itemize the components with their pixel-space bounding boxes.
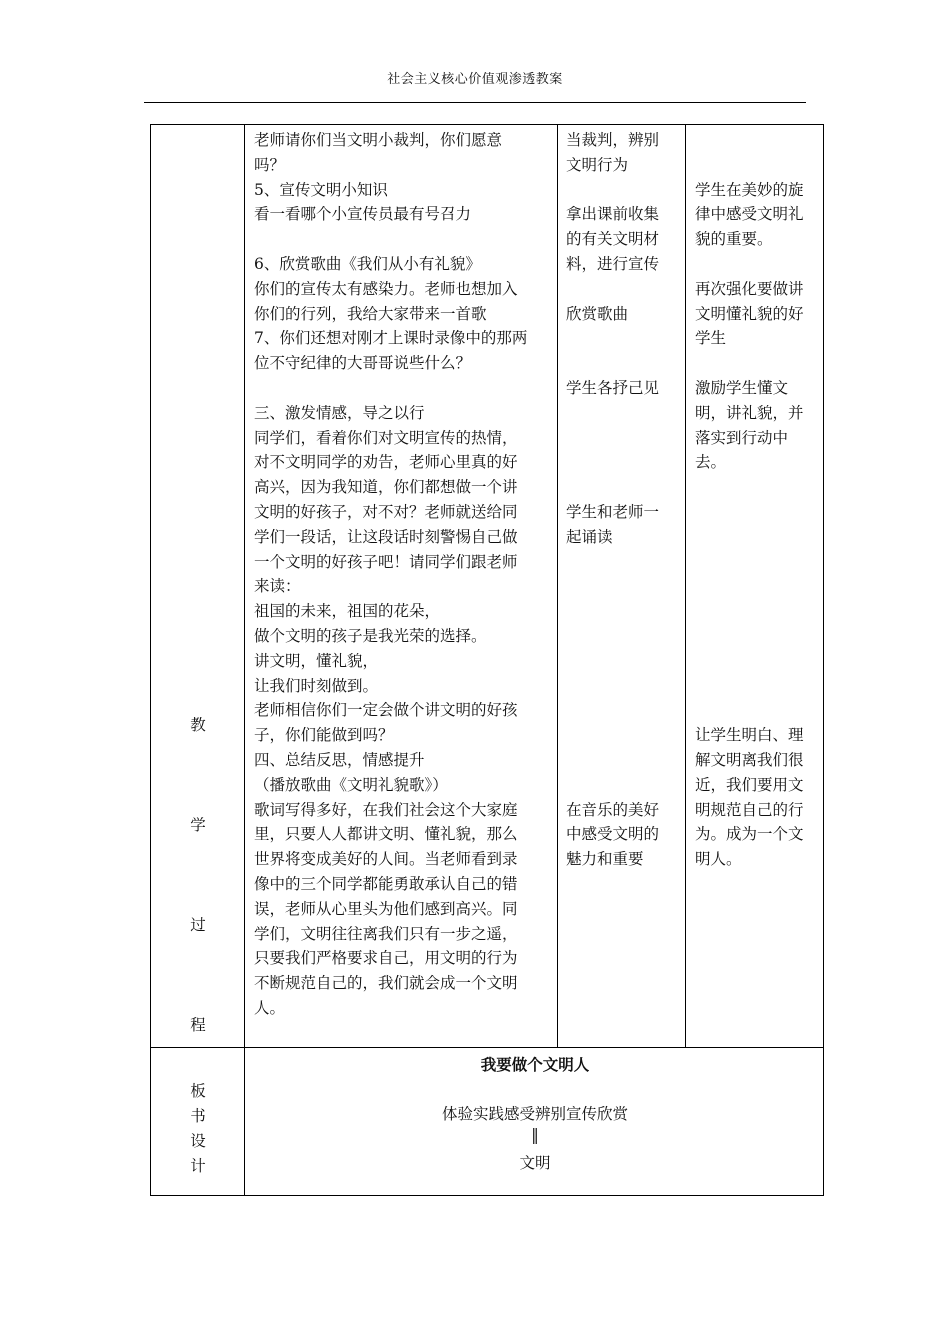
- content-line: 三、激发情感，导之以行: [254, 403, 425, 422]
- content-line: 老师相信你们一定会做个讲文明的好孩: [254, 701, 518, 720]
- student-activity-line: 料，进行宣传: [566, 254, 660, 273]
- content-line: 让我们时刻做到。: [254, 676, 379, 695]
- content-line: 子，你们能做到吗？: [254, 726, 394, 745]
- process-label-char: 程: [190, 1016, 206, 1034]
- header-divider: [144, 102, 806, 103]
- board-line-result: 文明: [519, 1154, 551, 1172]
- board-label-char: 设: [190, 1132, 206, 1150]
- design-intent-note-line: 解文明离我们很: [695, 750, 804, 769]
- design-intent-note: [695, 723, 816, 872]
- content-line: 四、总结反思，情感提升: [254, 750, 425, 769]
- content-line: 像中的三个同学都能勇敢承认自己的错: [254, 874, 518, 893]
- design-intent-note-line: 再次强化要做讲: [695, 279, 804, 298]
- content-line: 祖国的未来，祖国的花朵，: [254, 602, 441, 621]
- process-label-char: 过: [190, 916, 206, 934]
- content-line: 看一看哪个小宣传员最有号召力: [254, 205, 472, 224]
- content-line: 7、你们还想对刚才上课时录像中的那两: [254, 329, 528, 348]
- student-activity-line: 学生各抒己见: [566, 379, 660, 397]
- board-label-char: 书: [190, 1107, 206, 1125]
- content-line: 吗？: [254, 155, 286, 174]
- design-intent-note-line: 明人。: [695, 850, 742, 869]
- student-activity-line: 文明行为: [566, 155, 629, 174]
- design-intent-note-line: 让学生明白、理: [695, 726, 804, 745]
- teaching-content: [254, 128, 550, 1021]
- design-intent-note-line: 貌的重要。: [695, 230, 773, 249]
- student-activity: [566, 798, 677, 872]
- student-activity-line: 学生和老师一: [566, 503, 660, 521]
- design-intent-note-line: 学生: [695, 329, 727, 348]
- student-activity-line: 的有关文明材: [566, 230, 660, 249]
- student-activity: [566, 302, 677, 327]
- design-intent-note-line: 去。: [695, 453, 727, 472]
- content-line: 人。: [254, 998, 286, 1017]
- content-line: 你们的行列，我给大家带来一首歌: [254, 304, 487, 323]
- design-intent-note-line: 近，我们要用文: [695, 775, 804, 794]
- board-title: 我要做个文明人: [480, 1055, 590, 1074]
- content-line: [254, 227, 550, 252]
- content-line: 对不文明同学的劝告，老师心里真的好: [254, 453, 518, 472]
- design-intent-note-line: 明规范自己的行: [695, 800, 804, 819]
- col-divider-content: [557, 125, 558, 1047]
- student-activity-line: 魅力和重要: [566, 850, 644, 869]
- design-intent-note: [695, 277, 816, 351]
- content-line: 6、欣赏歌曲《我们从小有礼貌》: [254, 254, 481, 273]
- student-activity: [566, 128, 677, 178]
- student-activity: [566, 376, 677, 401]
- design-intent-note: [695, 376, 816, 475]
- content-line: 一个文明的好孩子吧！请同学们跟老师: [254, 552, 518, 571]
- student-activity-line: 拿出课前收集: [566, 205, 660, 224]
- col-divider-activity: [685, 125, 686, 1047]
- page-header-title: 社会主义核心价值观渗透教案: [387, 72, 563, 87]
- lesson-plan-table: [150, 124, 824, 1196]
- content-line: 高兴，因为我知道，你们都想做一个讲: [254, 478, 518, 497]
- board-arrow: ‖: [531, 1126, 539, 1144]
- student-activity: [566, 202, 677, 276]
- process-label-char: 学: [190, 816, 206, 834]
- col-divider-label: [244, 125, 245, 1196]
- content-line: 做个文明的孩子是我光荣的选择。: [254, 626, 487, 645]
- content-line: 老师请你们当文明小裁判，你们愿意: [254, 131, 503, 149]
- board-label-char: 计: [190, 1157, 206, 1175]
- student-activity-line: 在音乐的美好: [566, 800, 660, 819]
- content-line: 学们一段话，让这段话时刻警惕自己做: [254, 527, 518, 546]
- design-intent-note-line: 学生在美妙的旋: [695, 180, 804, 199]
- content-line: 文明的好孩子，对不对？老师就送给同: [254, 502, 518, 521]
- content-line: 位不守纪律的大哥哥说些什么？: [254, 354, 472, 373]
- content-line: 5、宣传文明小知识: [254, 180, 388, 199]
- board-label-char: 板: [190, 1082, 206, 1100]
- content-line: 里，只要人人都讲文明、懂礼貌，那么: [254, 825, 518, 844]
- content-line: 世界将变成美好的人间。当老师看到录: [254, 850, 518, 869]
- content-line: 误，老师从心里头为他们感到高兴。同: [254, 899, 518, 918]
- content-line: 讲文明，懂礼貌，: [254, 651, 379, 670]
- content-line: 只要我们严格要求自己，用文明的行为: [254, 949, 518, 968]
- student-activity-line: 起诵读: [566, 527, 613, 546]
- student-activity-line: 欣赏歌曲: [566, 304, 629, 323]
- process-label-char: 教: [190, 716, 206, 734]
- content-line: 歌词写得多好，在我们社会这个大家庭: [254, 800, 518, 819]
- design-intent-note: [695, 178, 816, 252]
- design-intent-note-line: 明，讲礼貌，并: [695, 403, 804, 422]
- content-line: 同学们，看着你们对文明宣传的热情，: [254, 428, 518, 447]
- content-line: 来读：: [254, 577, 301, 596]
- student-activity: [566, 500, 677, 550]
- student-activity-line: 中感受文明的: [566, 825, 660, 844]
- content-line: 不断规范自己的，我们就会成一个文明: [254, 974, 518, 993]
- content-line: [254, 376, 550, 401]
- design-intent-note-line: 落实到行动中: [695, 428, 789, 447]
- design-intent-note-line: 律中感受文明礼: [695, 205, 804, 224]
- content-line: 你们的宣传太有感染力。老师也想加入: [254, 279, 518, 298]
- design-intent-note-line: 激励学生懂文: [695, 379, 789, 397]
- design-intent-note-line: 为。成为一个文: [695, 825, 804, 844]
- content-line: （播放歌曲《文明礼貌歌》）: [254, 775, 448, 794]
- design-intent-note-line: 文明懂礼貌的好: [695, 304, 804, 323]
- content-line: 学们，文明往往离我们只有一步之遥，: [254, 924, 518, 943]
- row-divider-board: [151, 1047, 823, 1048]
- student-activity-line: 当裁判，辨别: [566, 131, 660, 149]
- board-line-activities: 体验实践感受辨别宣传欣赏: [441, 1105, 628, 1123]
